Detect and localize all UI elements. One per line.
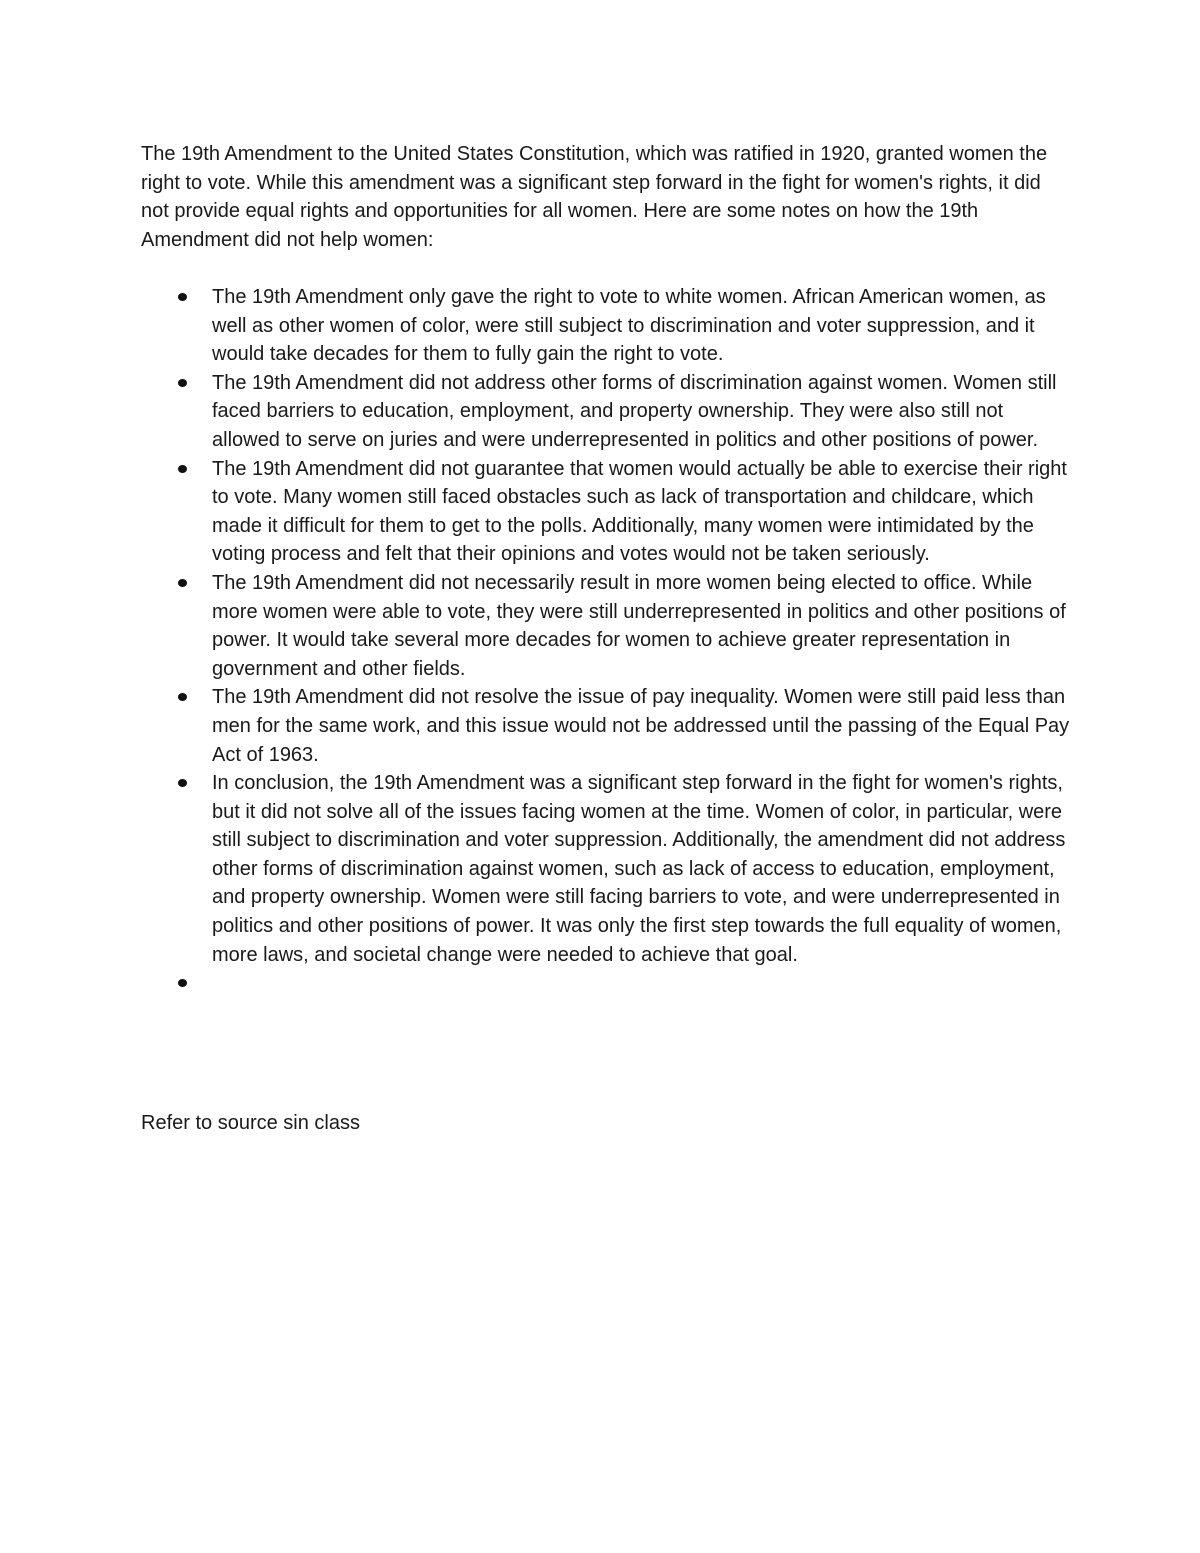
- empty-list-item: [141, 969, 1071, 998]
- list-item-text: The 19th Amendment did not guarantee that women would actually be able to exercise their right to vote. Many women still faced obstacles such as lack of transportation and childcare, which made it difficult for them to get to the polls. Additionally, many women were intimidated by the voting process and felt that their opinions and votes would not be taken seriously.: [212, 457, 1067, 566]
- list-item: [141, 769, 1071, 969]
- notes-list: [141, 283, 1071, 998]
- list-item: [141, 283, 1071, 369]
- list-item-text: The 19th Amendment did not address other forms of discrimination against women. Women still faced barriers to education, employment, and property ownership. They were also still not allowed to serve on juries and were underrepresented in politics and other positions of power.: [212, 371, 1057, 451]
- list-item-text: The 19th Amendment only gave the right to vote to white women. African American women, as well as other women of color, were still subject to discrimination and voter suppression, and it would take decades for them to fully gain the right to vote.: [212, 286, 1046, 366]
- list-item: [141, 369, 1071, 455]
- list-item-text: The 19th Amendment did not resolve the issue of pay inequality. Women were still paid less than men for the same work, and this issue would not be addressed until the passing of the Equal Pay Act of 1963.: [212, 686, 1070, 766]
- intro-paragraph: The 19th Amendment to the United States Constitution, which was ratified in 1920, granted women the right to vote. While this amendment was a significant step forward in the fight for women's rights, it did not provide equal rights and opportunities for all women. Here are some notes on how the 19th Amendment did not help women:: [141, 143, 1048, 251]
- bullet-icon: [178, 979, 187, 987]
- bullet-icon: [178, 579, 187, 587]
- bullet-icon: [178, 693, 187, 701]
- list-item-text: The 19th Amendment did not necessarily result in more women being elected to office. While more women were able to vote, they were still underrepresented in politics and other positions of power. It would take several more decades for women to achieve greater representation in government and other fields.: [212, 571, 1066, 680]
- bullet-icon: [178, 379, 187, 387]
- footer-note: Refer to source sin class: [141, 1112, 360, 1134]
- list-item: [141, 569, 1071, 683]
- bullet-icon: [178, 465, 187, 473]
- list-item: [141, 455, 1071, 569]
- list-item: [141, 683, 1071, 769]
- bullet-icon: [178, 293, 187, 301]
- bullet-icon: [178, 779, 187, 787]
- list-item-text: In conclusion, the 19th Amendment was a significant step forward in the fight for women's rights, but it did not solve all of the issues facing women at the time. Women of color, in particular, were still subject to discrimination and voter suppression. Additionally, the amendment did not address other forms of discrimination against women, such as lack of access to education, employment, and property ownership. Women were still facing barriers to vote, and were underrepresented in politics and other positions of power. It was only the first step towards the full equality of women, more laws, and societal change were needed to achieve that goal.: [212, 772, 1066, 966]
